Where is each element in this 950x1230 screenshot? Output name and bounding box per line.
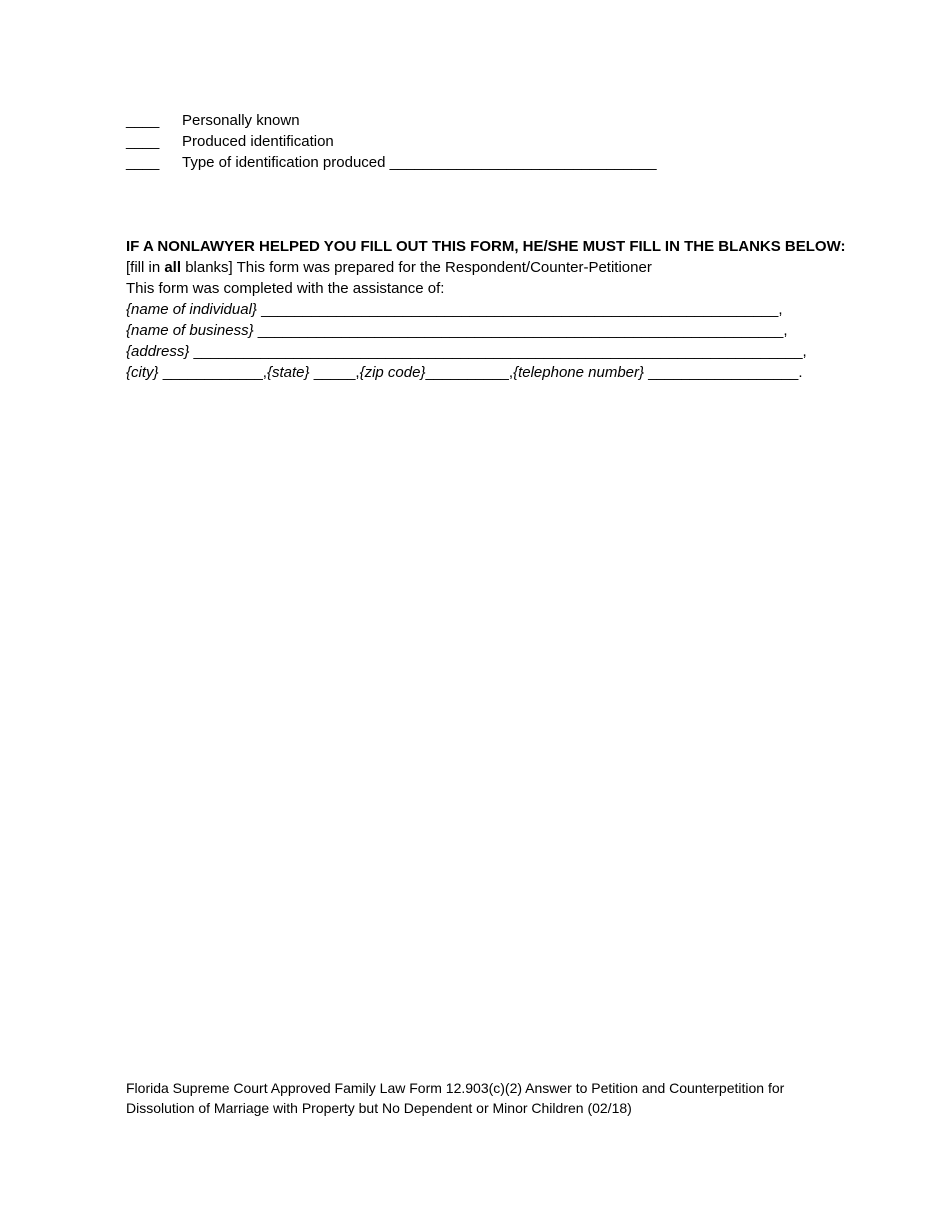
address-label: {address}: [126, 343, 190, 360]
footer-line-1: Florida Supreme Court Approved Family Law Form 12.903(c)(2) Answer to Petition and Counterpetition for: [126, 1080, 785, 1096]
id-option-produced-identification: [126, 131, 846, 152]
page-footer: [126, 1078, 846, 1118]
name-of-individual-row: [126, 299, 846, 320]
id-option-personally-known: [126, 110, 846, 131]
name-individual-field[interactable]: ______________________________________________________________,: [256, 301, 783, 318]
checkbox-blank[interactable]: ____: [126, 154, 160, 171]
checkbox-blank[interactable]: ____: [126, 133, 160, 150]
zip-label: {zip code}: [359, 364, 426, 381]
fill-suffix: blanks] This form was prepared for the Respondent/Counter-Petitioner: [181, 259, 652, 276]
fill-bold-word: all: [164, 259, 182, 276]
name-of-business-row: [126, 320, 846, 341]
completed-with-text: This form was completed with the assistance of:: [126, 280, 445, 297]
state-label: {state}: [266, 364, 310, 381]
name-business-field[interactable]: _______________________________________________________________,: [253, 322, 788, 339]
address-row: [126, 341, 846, 362]
identification-section: [126, 110, 846, 173]
phone-field[interactable]: __________________.: [644, 364, 803, 381]
phone-label: {telephone number}: [513, 364, 645, 381]
fill-prefix: [fill in: [126, 259, 165, 276]
state-field[interactable]: _____,: [309, 364, 360, 381]
id-option-label: Produced identification: [182, 133, 334, 150]
city-label: {city}: [126, 364, 159, 381]
fill-instruction: [126, 257, 846, 278]
nonlawyer-section: [126, 236, 846, 383]
nonlawyer-heading: IF A NONLAWYER HELPED YOU FILL OUT THIS FORM, HE/SHE MUST FILL IN THE BLANKS BELOW:: [126, 238, 846, 255]
id-option-type-produced: [126, 152, 846, 173]
spacer: [126, 173, 846, 236]
city-field[interactable]: ____________,: [158, 364, 267, 381]
id-option-label: Personally known: [182, 112, 300, 129]
checkbox-blank[interactable]: ____: [126, 112, 160, 129]
form-page: [126, 110, 846, 383]
footer-line-2: Dissolution of Marriage with Property but No Dependent or Minor Children (02/18): [126, 1100, 632, 1116]
id-type-field[interactable]: Type of identification produced ________________________________: [182, 154, 657, 171]
address-field[interactable]: _________________________________________________________________________,: [189, 343, 807, 360]
city-state-zip-phone-row: [126, 362, 846, 383]
name-business-label: {name of business}: [126, 322, 254, 339]
name-individual-label: {name of individual}: [126, 301, 257, 318]
zip-field[interactable]: __________,: [425, 364, 514, 381]
